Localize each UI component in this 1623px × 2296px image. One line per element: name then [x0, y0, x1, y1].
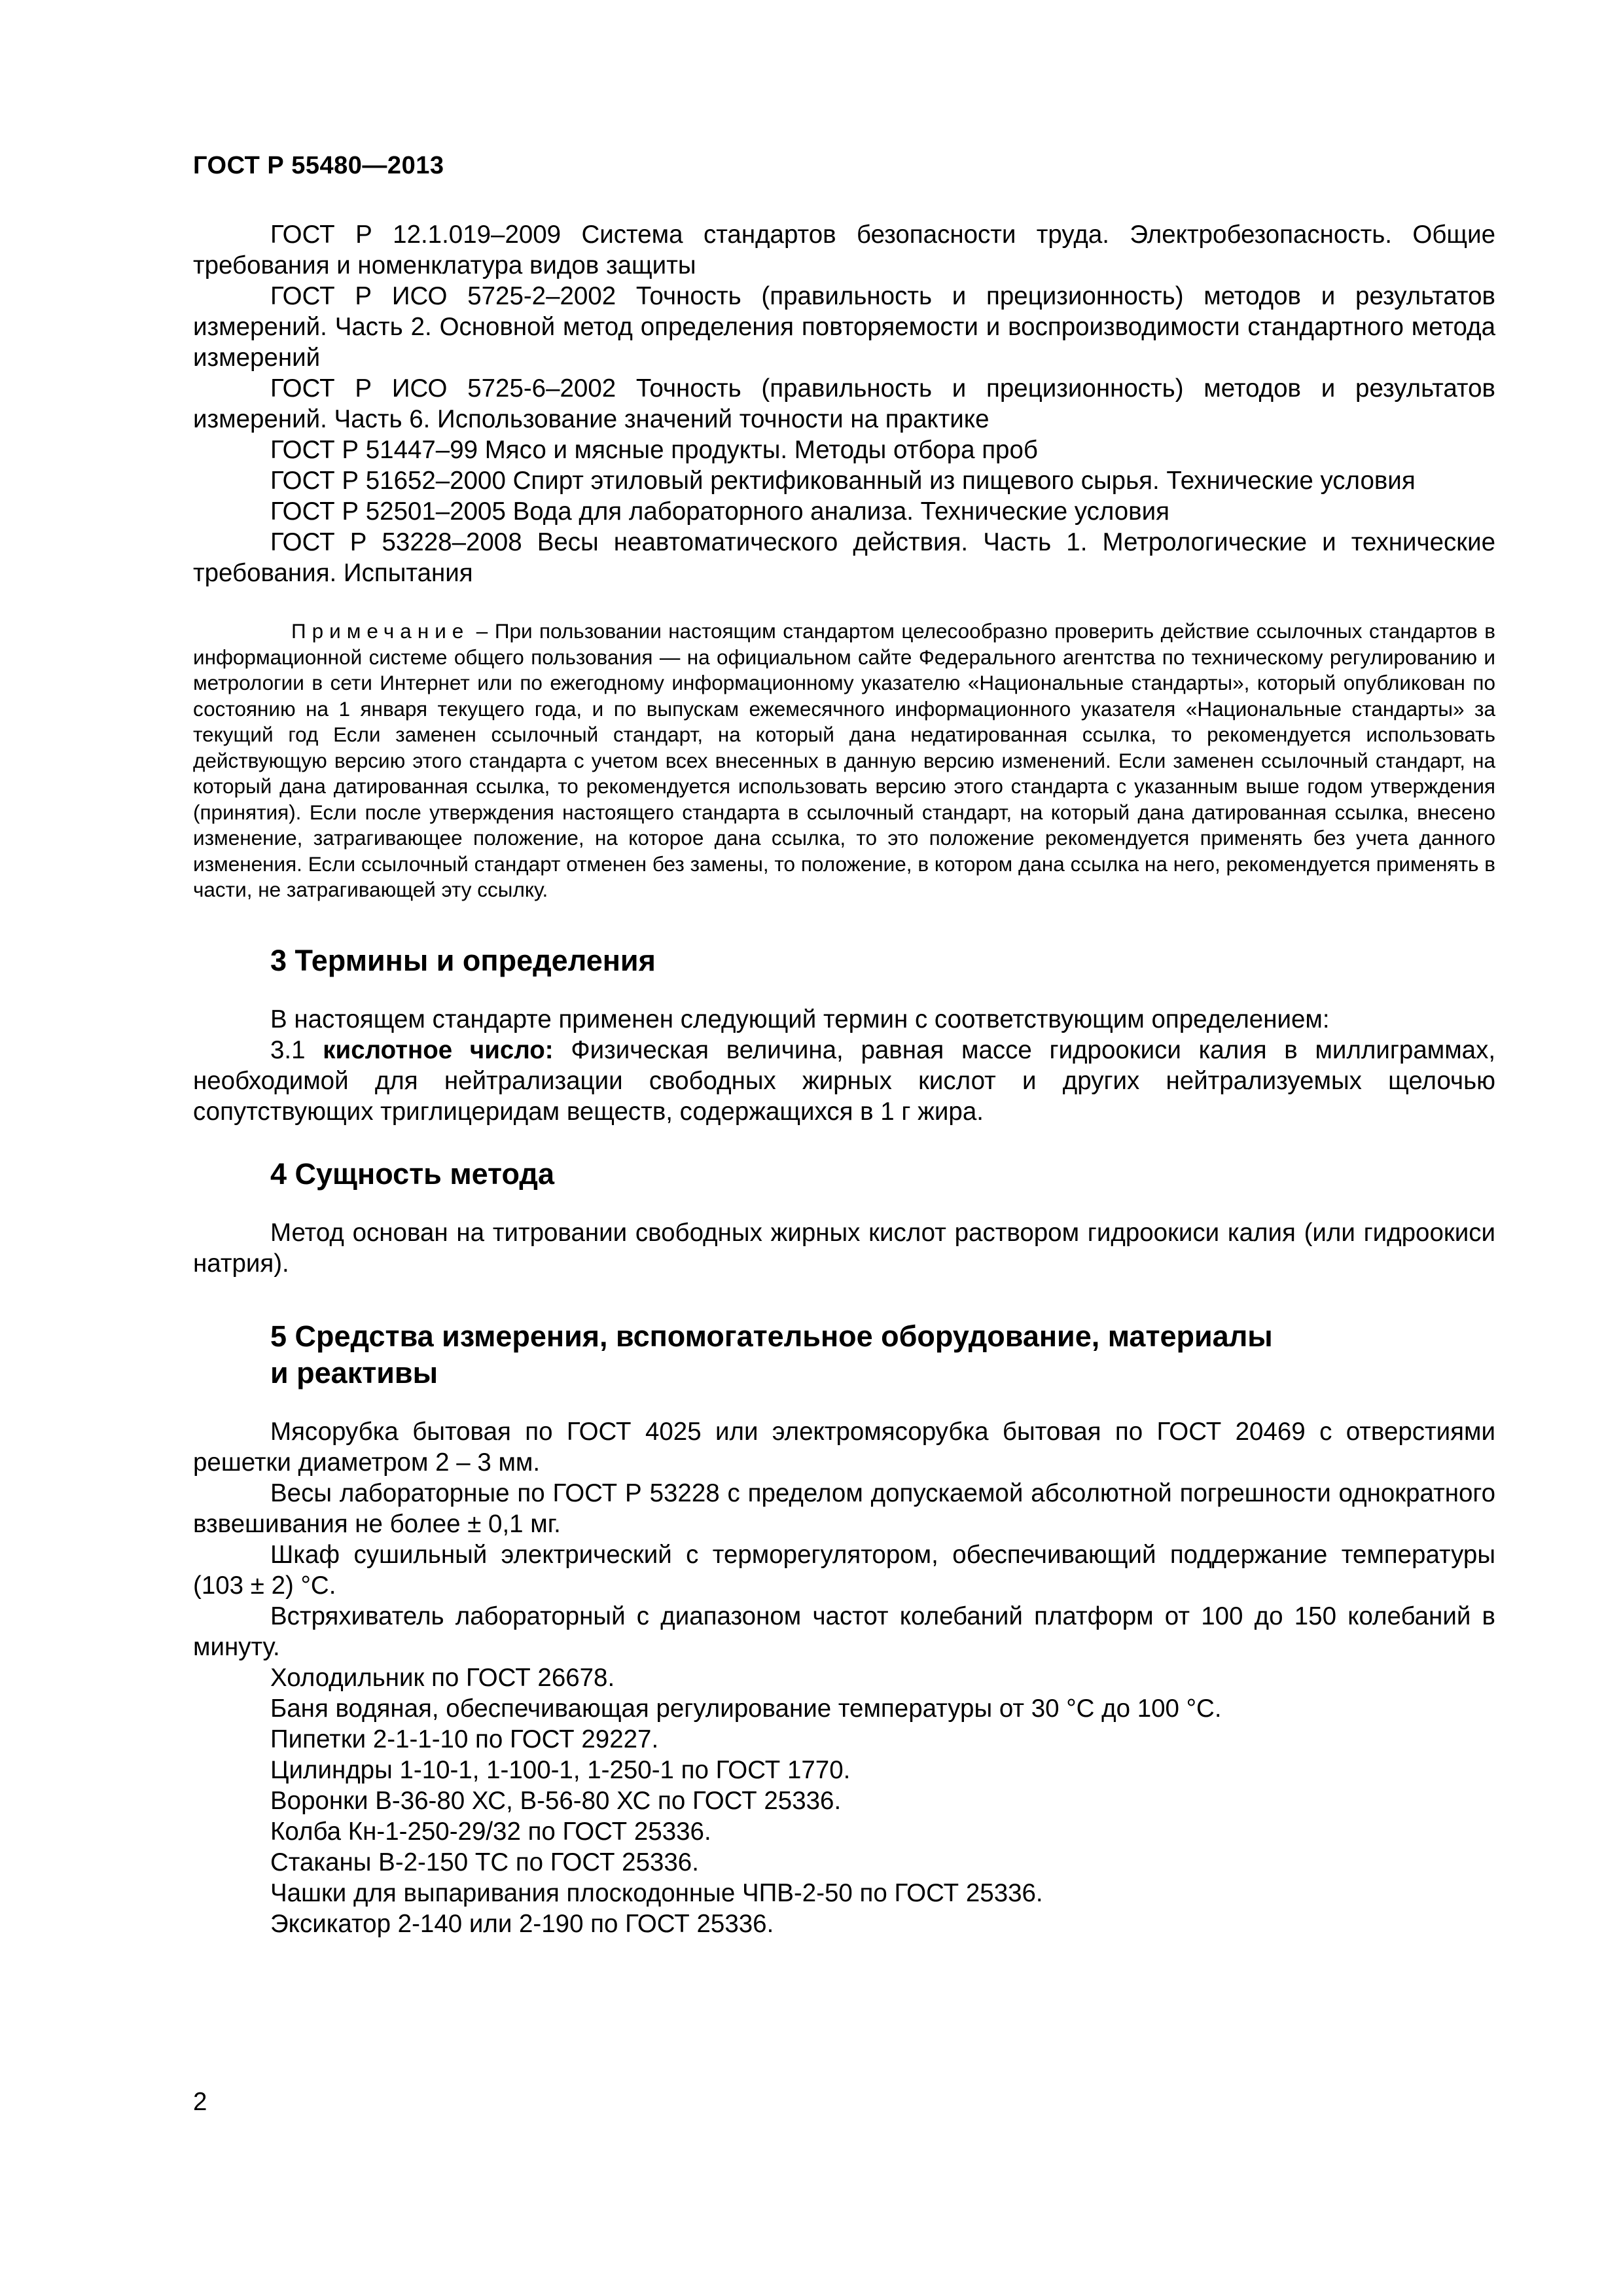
- equipment-item: Колба Кн-1-250-29/32 по ГОСТ 25336.: [270, 1817, 711, 1846]
- reference-item: ГОСТ Р ИСО 5725-2–2002 Точность (правильность и прецизионность) методов и результатов измерений. Часть 2. Основной метод определения повторяемости и воспроизводимости стандартного метода измерений: [193, 282, 1495, 372]
- equipment-item: Чашки для выпаривания плоскодонные ЧПВ-2-50 по ГОСТ 25336.: [270, 1878, 1043, 1907]
- equipment-item: Холодильник по ГОСТ 26678.: [270, 1663, 615, 1692]
- equipment-item: Воронки В-36-80 ХС, В-56-80 ХС по ГОСТ 25336.: [270, 1786, 842, 1815]
- term-definition: [193, 1035, 1495, 1127]
- equipment-item: Пипетки 2-1-1-10 по ГОСТ 29227.: [270, 1725, 659, 1753]
- reference-item: ГОСТ Р 51652–2000 Спирт этиловый ректификованный из пищевого сырья. Технические условия: [270, 467, 1416, 495]
- term-definition-text: Физическая величина, равная массе гидроокиси калия в миллиграммах, необходимой для нейтрализации свободных жирных кислот и других нейтрализуемых щелочью сопутствующих триглицеридам веществ, содержащихся в 1 г жира.: [193, 1035, 1496, 1126]
- page-number: 2: [193, 2088, 207, 2116]
- section-4-title: 4 Сущность метода: [270, 1157, 554, 1191]
- reference-item: ГОСТ Р ИСО 5725-6–2002 Точность (правильность и прецизионность) методов и результатов измерений. Часть 6. Использование значений точности на практике: [193, 374, 1495, 433]
- section-5-title: [193, 1318, 1495, 1391]
- reference-item: ГОСТ Р 12.1.019–2009 Система стандартов безопасности труда. Электробезопасность. Общие требования и номенклатура видов защиты: [193, 221, 1495, 279]
- note-paragraph: [193, 619, 1495, 903]
- section-5-title-line2: и реактивы: [270, 1355, 438, 1390]
- term-name: кислотное число:: [323, 1035, 554, 1064]
- note-label: Примечание: [291, 619, 470, 643]
- reference-item: ГОСТ Р 53228–2008 Весы неавтоматического действия. Часть 1. Метрологические и технические требования. Испытания: [193, 528, 1495, 587]
- normative-references: [193, 219, 1495, 588]
- equipment-item: Весы лабораторные по ГОСТ Р 53228 с пределом допускаемой абсолютной погрешности однократного взвешивания не более ± 0,1 мг.: [193, 1479, 1495, 1538]
- equipment-list: [193, 1416, 1495, 1939]
- section-4-text: Метод основан на титровании свободных жирных кислот раствором гидроокиси калия (или гидроокиси натрия).: [193, 1218, 1495, 1278]
- equipment-item: Эксикатор 2-140 или 2-190 по ГОСТ 25336.: [270, 1909, 774, 1938]
- section-3-title: 3 Термины и определения: [270, 943, 656, 977]
- reference-item: ГОСТ Р 52501–2005 Вода для лабораторного анализа. Технические условия: [270, 497, 1169, 526]
- note-text: При пользовании настоящим стандартом целесообразно проверить действие ссылочных стандартов в информационной системе общего пользования — на официальном сайте Федерального агентства по техническому регулированию и метрологии в сети Интернет или по ежегодному информационному указателю «Национальные стандарты», который опубликован по состоянию на 1 января текущего года, и по выпускам ежемесячного информационного указателя «Национальные стандарты» за текущий год Если заменен ссылочный стандарт, на который дана недатированная ссылка, то рекомендуется использовать действующую версию этого стандарта с учетом всех внесенных в данную версию изменений. Если заменен ссылочный стандарт, на который дана датированная ссылка, то рекомендуется использовать версию этого стандарта с указанным выше годом утверждения (принятия). Если после утверждения настоящего стандарта в ссылочный стандарт, на который дана датированная ссылка, внесено изменение, затрагивающее положение, на которое дана ссылка, то это положение рекомендуется применять без учета данного изменения. Если ссылочный стандарт отменен без замены, то положение, в котором дана ссылка на него, рекомендуется применять в части, не затрагивающей эту ссылку.: [193, 619, 1495, 901]
- document-body: [193, 219, 1495, 1939]
- section-5-title-line1: 5 Средства измерения, вспомогательное оборудование, материалы: [270, 1319, 1273, 1353]
- section-3-intro: В настоящем стандарте применен следующий термин с соответствующим определением:: [270, 1005, 1330, 1033]
- equipment-item: Стаканы В-2-150 ТС по ГОСТ 25336.: [270, 1848, 699, 1876]
- document-header: ГОСТ Р 55480—2013: [193, 152, 444, 179]
- note-dash: –: [469, 619, 495, 643]
- equipment-item: Шкаф сушильный электрический с терморегулятором, обеспечивающий поддержание температуры (103 ± 2) °С.: [193, 1540, 1495, 1600]
- equipment-item: Мясорубка бытовая по ГОСТ 4025 или электромясорубка бытовая по ГОСТ 20469 с отверстиями решетки диаметром 2 – 3 мм.: [193, 1417, 1495, 1477]
- equipment-item: Баня водяная, обеспечивающая регулирование температуры от 30 °С до 100 °С.: [270, 1694, 1222, 1723]
- equipment-item: Встряхиватель лабораторный с диапазоном частот колебаний платформ от 100 до 150 колебаний в минуту.: [193, 1602, 1495, 1661]
- term-number: 3.1: [270, 1035, 323, 1064]
- equipment-item: Цилиндры 1-10-1, 1-100-1, 1-250-1 по ГОСТ 1770.: [270, 1755, 851, 1784]
- reference-item: ГОСТ Р 51447–99 Мясо и мясные продукты. Методы отбора проб: [270, 436, 1038, 464]
